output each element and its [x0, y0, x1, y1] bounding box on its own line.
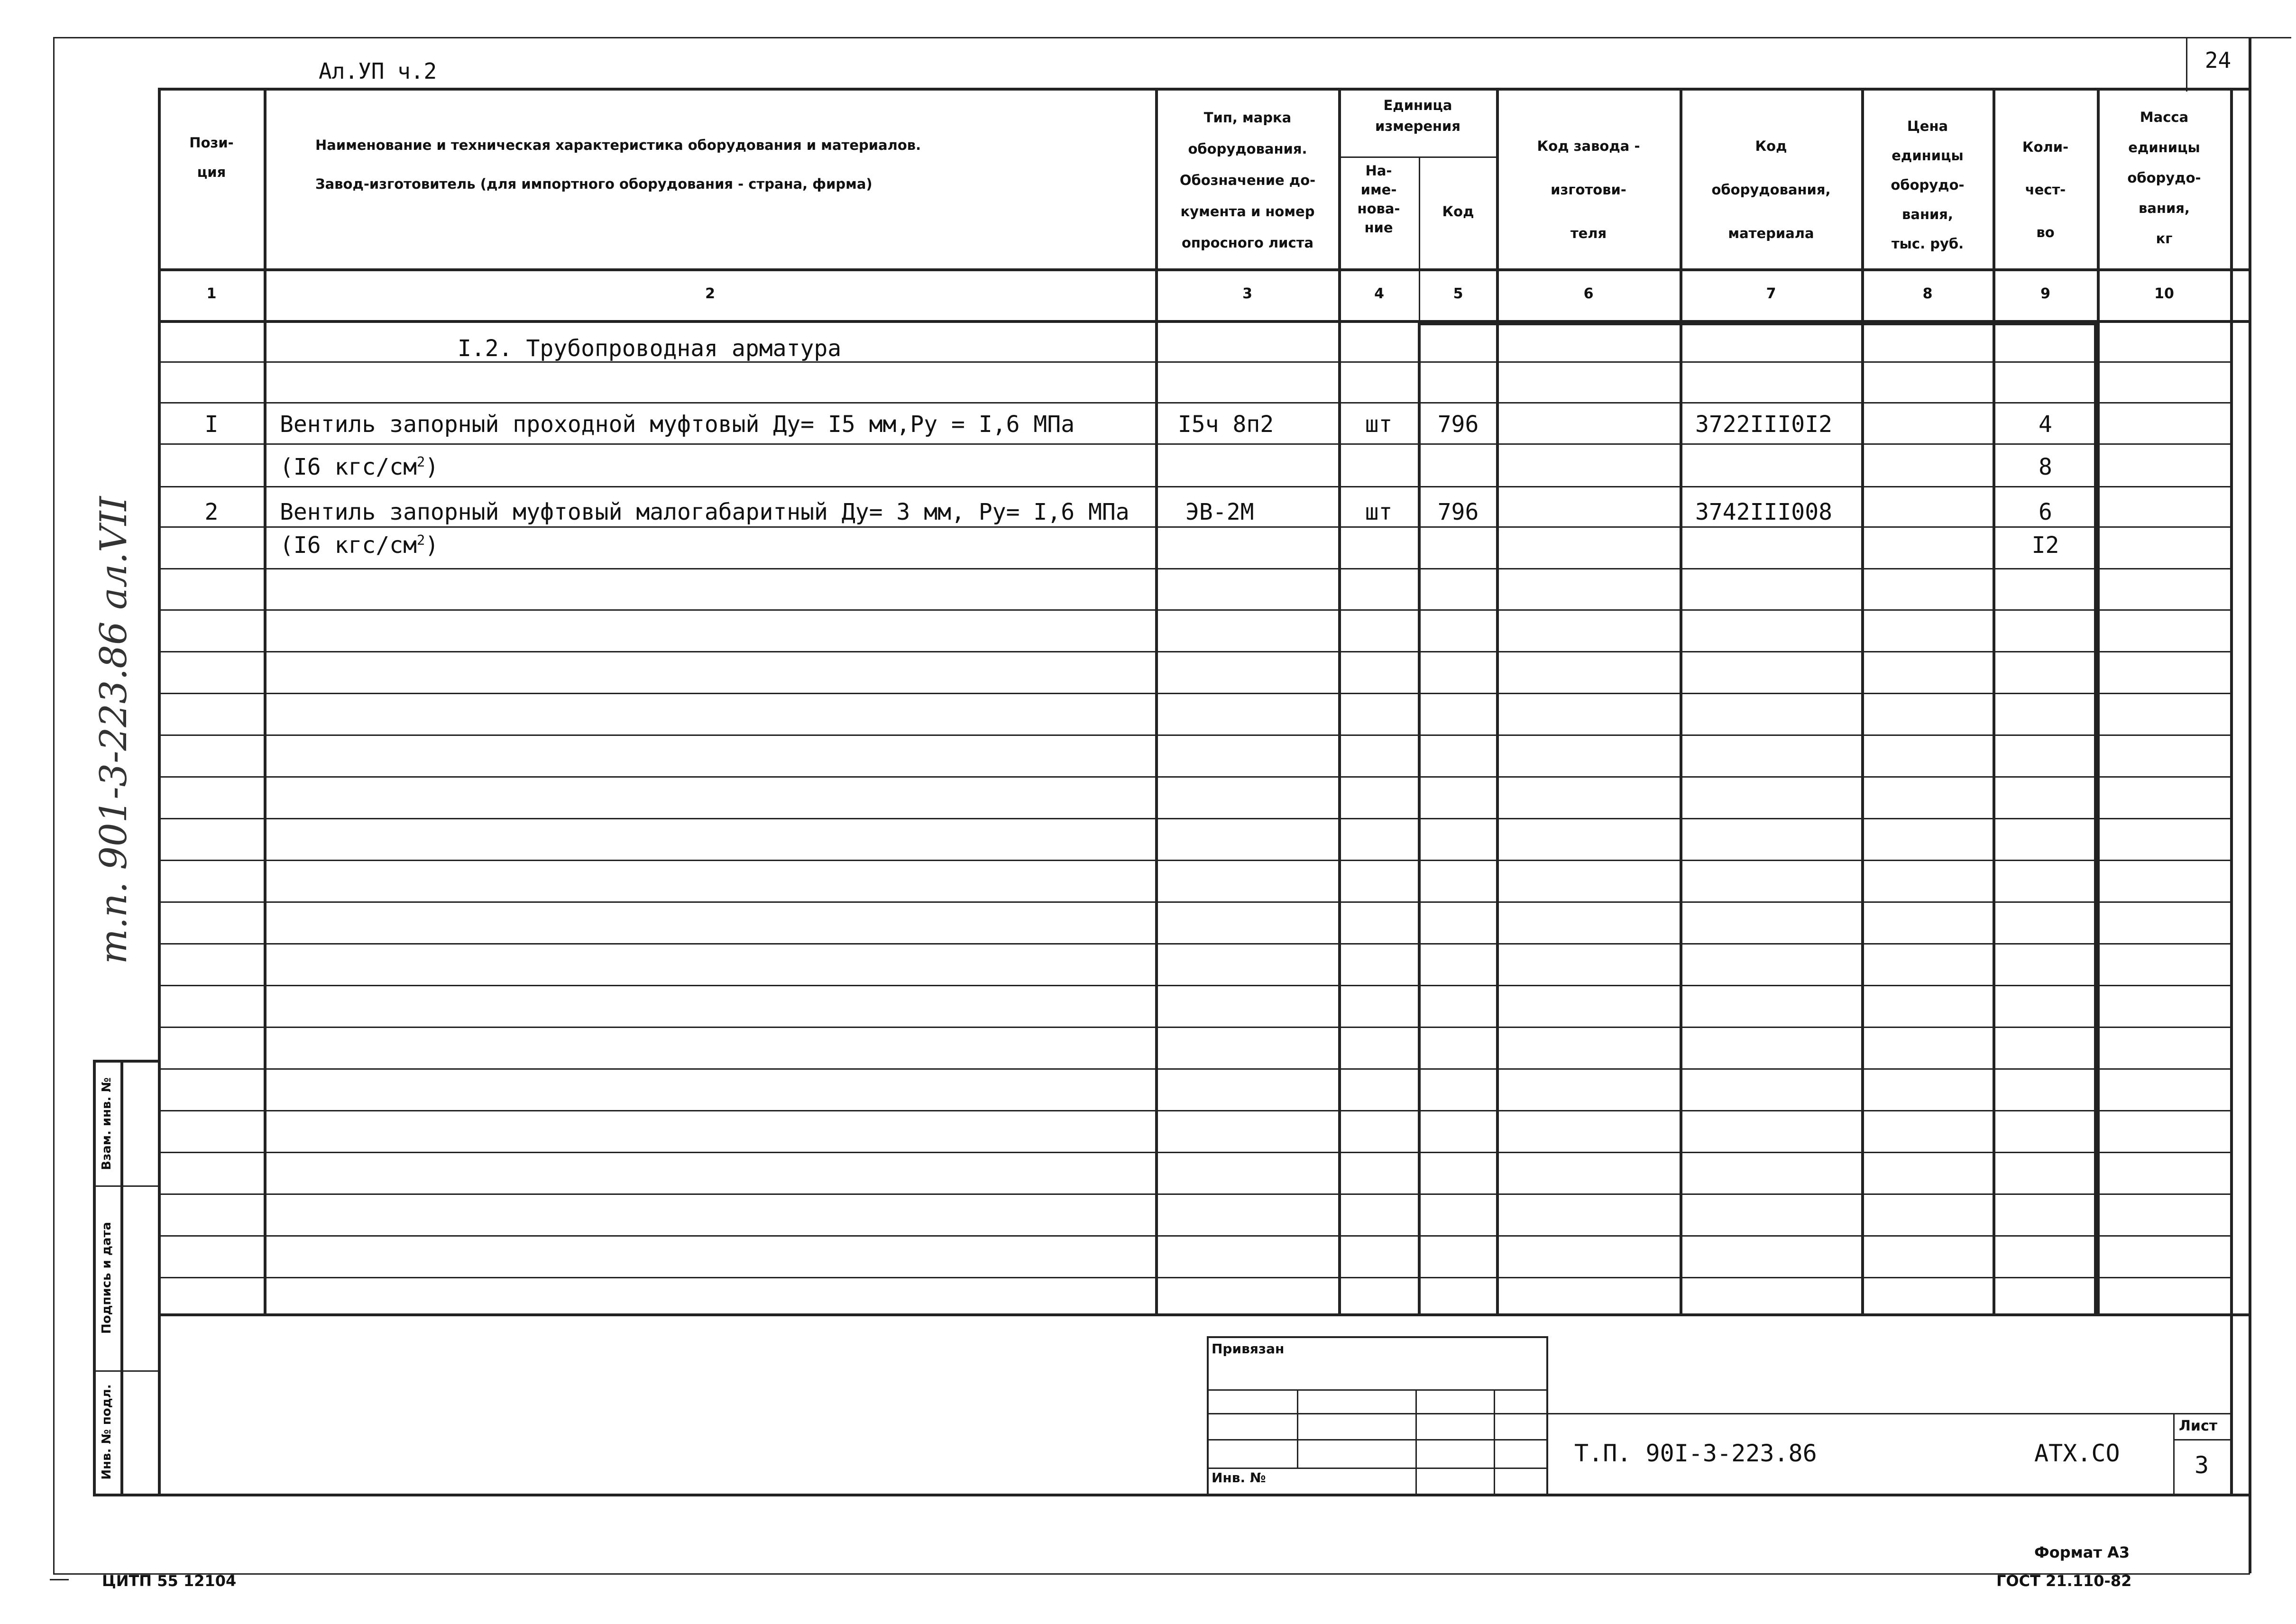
header-equipment-code: Код оборудования, материала: [1711, 138, 1831, 241]
stamp-bottom: [93, 1494, 2250, 1496]
col-number: 1: [206, 285, 217, 302]
handwritten-project-code: т.п. 901-3-223.86 ал.VII: [92, 496, 135, 964]
binding-line-2: [1207, 1413, 1548, 1414]
col-number: 4: [1374, 285, 1384, 302]
bold-box-top: [1418, 322, 2098, 325]
document-code: Т.П. 90I-3-223.86: [1574, 1440, 1817, 1467]
header-unit-code: Код: [1442, 203, 1474, 220]
col-line-2: [1155, 88, 1158, 1315]
table-row-line: [158, 651, 2231, 652]
col-line-7: [1861, 88, 1864, 1315]
col-number: 2: [705, 285, 715, 302]
binding-line-3: [1207, 1439, 1548, 1440]
row-unit-code: 796: [1437, 411, 1479, 438]
table-row-line: [158, 776, 2231, 778]
side-stamp-replace-inv: Взам. инв. №: [100, 1077, 114, 1170]
printer-code: ЦИТП 55 12104: [102, 1572, 237, 1590]
binding-line-1: [1207, 1389, 1548, 1391]
row-equipment-code: 3722III0I2: [1695, 411, 1832, 438]
footer-dash: [50, 1579, 69, 1580]
col-number: 7: [1766, 285, 1776, 302]
format-label: Формат А3: [2034, 1543, 2130, 1561]
row-unit-code: 796: [1437, 499, 1479, 525]
col-line-3: [1338, 88, 1341, 1315]
row-unit: шт: [1365, 411, 1393, 438]
col-line-6: [1680, 88, 1682, 1315]
col-line-9: [2097, 88, 2100, 1315]
stamp-strip-sep1: [93, 1185, 159, 1187]
binding-stamp-label: Привязан: [1212, 1341, 1285, 1357]
table-row-line: [158, 1193, 2231, 1195]
document-mark: АТХ.СО: [2034, 1440, 2120, 1467]
col-line-4-bold: [1418, 322, 1421, 1315]
row-type: I5ч 8п2: [1177, 411, 1274, 438]
unit-header-split: [1338, 156, 1496, 158]
col-number: 9: [2040, 285, 2050, 302]
header-type: Тип, марка оборудования. Обозначение до- кумента и номер опросного листа: [1179, 110, 1316, 251]
table-row-line: [158, 402, 2231, 404]
sheet-number: 3: [2194, 1451, 2209, 1479]
row-position: 2: [204, 499, 219, 525]
row-name: Вентиль запорный проходной муфтовый Ду= I5 мм,Ру = I,6 МПа: [280, 411, 1075, 438]
table-row-line: [158, 486, 2231, 487]
header-mass: Масса единицы оборудо- вания, кг: [2127, 109, 2201, 247]
table-row-line: [158, 734, 2231, 736]
sheet-header-label: Ал.УП ч.2: [319, 58, 437, 84]
table-row-line: [158, 1277, 2231, 1278]
table-row-line: [158, 1152, 2231, 1153]
table-row-line: [158, 1110, 2231, 1111]
header-name: Наименование и техническая характеристика оборудования и материалов. Завод-изготовитель (для импортного оборудования - страна, фирма): [315, 137, 921, 192]
gost-label: ГОСТ 21.110-82: [1996, 1572, 2132, 1590]
table-row-line: [158, 693, 2231, 694]
col-line-1: [264, 88, 266, 1315]
sheet-label: Лист: [2179, 1418, 2218, 1434]
side-stamp-inv-original: Инв. № подл.: [100, 1384, 114, 1480]
row-quantity: I2: [2031, 532, 2059, 559]
row-name-continued: (I6 кгс/$см^2$): [280, 454, 439, 480]
table-body-bottom: [158, 1313, 2250, 1316]
table-row-line: [158, 1235, 2231, 1237]
col-line-5: [1496, 88, 1499, 1315]
header-quantity: Коли- чест- во: [2022, 139, 2069, 240]
table-row-line: [158, 860, 2231, 861]
col-number: 3: [1242, 285, 1252, 302]
binding-col-2: [1415, 1389, 1417, 1494]
table-row-line: [158, 568, 2231, 569]
col-line-10: [2230, 88, 2233, 1494]
header-position: Пози- ция: [189, 135, 234, 180]
table-row-line: [158, 818, 2231, 819]
header-unit: Единица измерения: [1375, 97, 1460, 134]
col-number: 6: [1583, 285, 1594, 302]
col-number: 8: [1922, 285, 1933, 302]
stamp-strip-sep2: [93, 1370, 159, 1372]
row-position: I: [204, 411, 219, 438]
header-bottom-line: [158, 268, 2250, 271]
col-number: 10: [2154, 285, 2174, 302]
table-top-line: [158, 88, 2250, 91]
page-number-box-left: [2186, 37, 2187, 92]
side-stamp-sign-date: Подпись и дата: [100, 1221, 114, 1334]
stamp-strip-left: [93, 1060, 96, 1495]
stamp-strip-top: [93, 1060, 159, 1063]
sheet-box-split: [2173, 1439, 2230, 1440]
header-factory-code: Код завода - изготови- теля: [1537, 138, 1640, 241]
row-equipment-code: 3742III008: [1695, 499, 1832, 525]
row-type: ЭВ-2М: [1185, 499, 1254, 525]
table-row-line: [158, 443, 2231, 445]
row-name: Вентиль запорный муфтовый малогабаритный Ду= 3 мм, Ру= I,6 МПа: [280, 499, 1130, 525]
frame-bottom-outer: [53, 1573, 2250, 1575]
col-number: 5: [1453, 285, 1463, 302]
row-quantity: 8: [2039, 454, 2052, 480]
frame-left: [53, 37, 55, 1573]
binding-line-4: [1207, 1468, 1548, 1469]
frame-right: [2249, 37, 2251, 1573]
row-unit: шт: [1365, 499, 1393, 525]
table-row-line: [158, 1068, 2231, 1070]
section-title: I.2. Трубопроводная арматура: [458, 335, 842, 362]
table-row-line: [158, 1027, 2231, 1028]
row-name-continued: (I6 кгс/$см^2$): [280, 532, 439, 559]
table-row-line: [158, 609, 2231, 611]
title-block-top: [1548, 1413, 2231, 1414]
row-quantity: 6: [2039, 499, 2052, 525]
page-number: 24: [2204, 47, 2232, 73]
inventory-number-label: Инв. №: [1212, 1470, 1266, 1486]
table-row-line: [158, 985, 2231, 986]
table-row-line: [158, 943, 2231, 945]
binding-col-3: [1494, 1389, 1495, 1494]
table-row-line: [158, 901, 2231, 903]
row-quantity: 4: [2039, 411, 2052, 438]
header-unit-name: На- име- нова- ние: [1357, 163, 1400, 236]
header-price: Цена единицы оборудо- вания, тыс. руб.: [1891, 118, 1965, 252]
frame-top: [53, 37, 2291, 38]
col-line-8: [1993, 88, 1995, 1315]
binding-col-1: [1297, 1389, 1298, 1468]
stamp-strip-mid: [120, 1060, 123, 1495]
